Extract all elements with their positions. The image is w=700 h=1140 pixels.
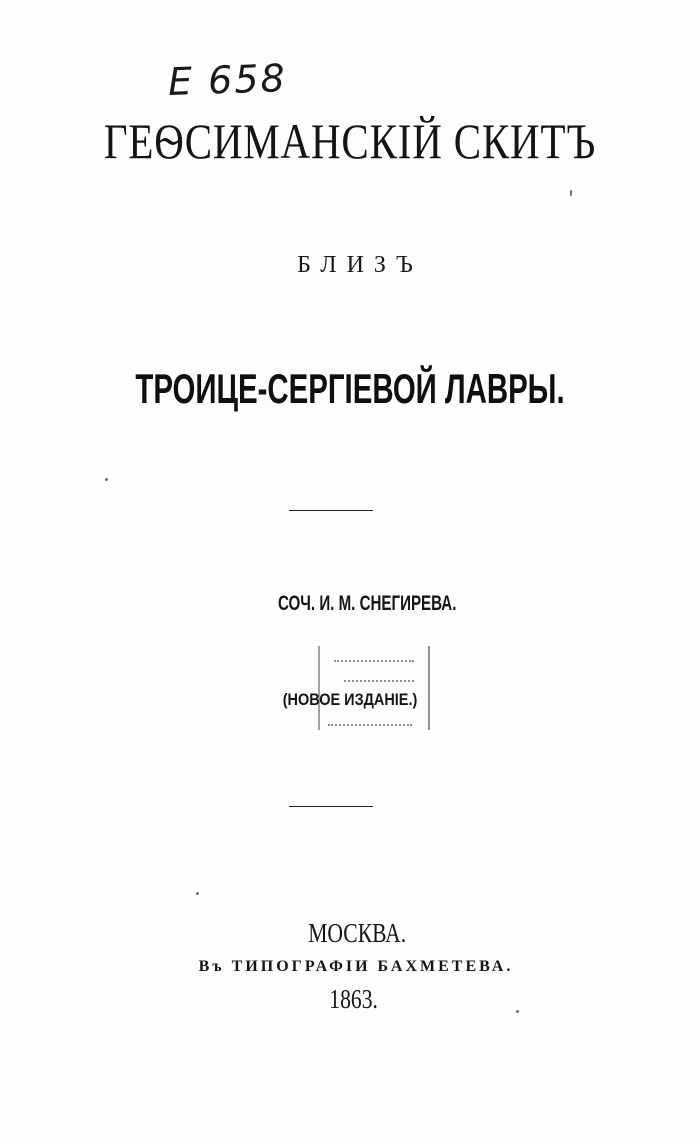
stamp-text-line [344, 680, 414, 682]
divider-rule-lower [289, 806, 373, 807]
ink-speck [105, 478, 108, 481]
library-stamp [318, 646, 428, 732]
ink-speck [570, 190, 572, 196]
book-title-continued: ТРОИЦЕ-СЕРГІЕВОЙ ЛАВРЫ. [135, 365, 565, 412]
publication-place: МОСКВА. [308, 918, 407, 948]
ink-speck [516, 1010, 519, 1013]
divider-rule-upper [289, 510, 373, 511]
stamp-text-line [328, 724, 412, 726]
stamp-text-line [334, 660, 414, 662]
publication-year: 1863. [329, 984, 378, 1014]
stamp-frame [318, 646, 430, 730]
ink-speck [196, 892, 199, 895]
edition-note: (НОВОЕ ИЗДАНІЕ.) [282, 690, 418, 709]
handwritten-shelfmark: E 658 [167, 55, 288, 105]
book-title: ГЕѲСИМАНСКІЙ СКИТЪ [103, 113, 597, 169]
printer-line: Въ ТИПОГРАФІИ БАХМЕТЕВА. [198, 958, 514, 975]
title-connector: БЛИЗЪ [297, 252, 423, 278]
author-line: СОЧ. И. М. СНЕГИРЕВА. [277, 592, 457, 615]
